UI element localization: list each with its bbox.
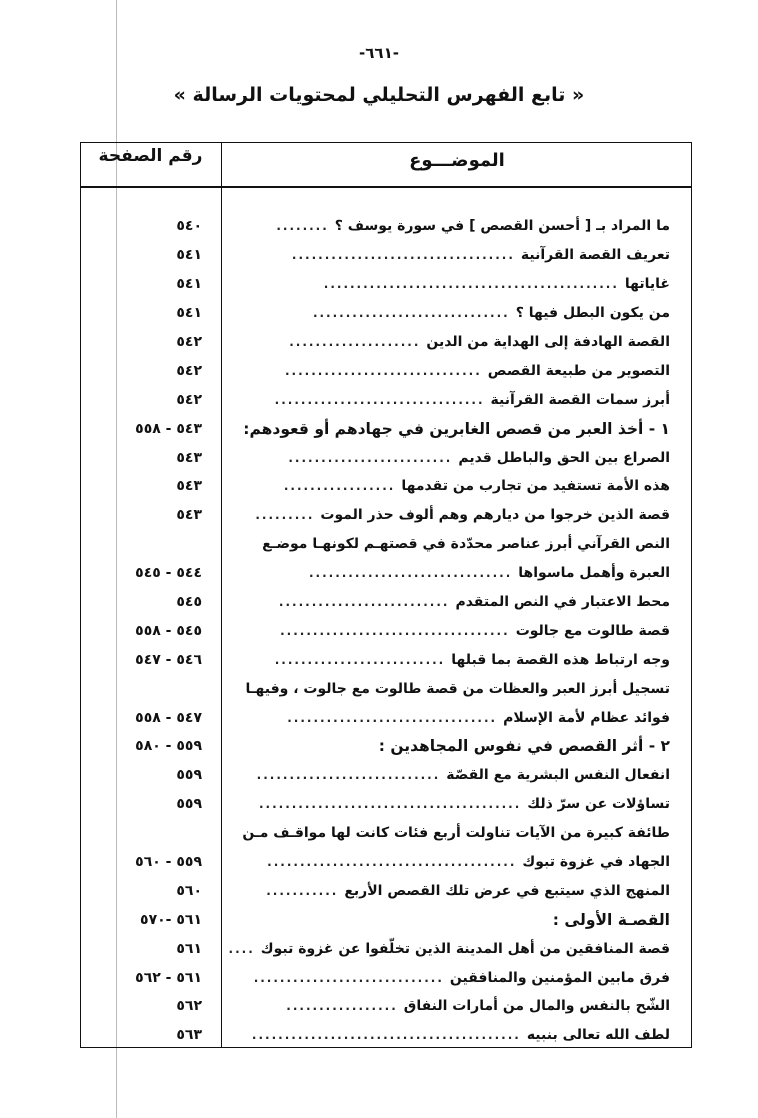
page-ref: ٥٦١ - ٥٦٢ (135, 969, 202, 986)
page-ref-cell (80, 328, 202, 357)
topic-text: الجهاد في غزوة تبوك (522, 854, 670, 871)
index-topic (233, 819, 670, 848)
index-topic (233, 905, 670, 934)
leader-dots: ........................................ (258, 797, 522, 812)
page-ref: ٥٤٣ (176, 449, 202, 466)
index-row (80, 992, 692, 1021)
index-topic (233, 328, 670, 357)
index-row (80, 703, 692, 732)
index-row (80, 385, 692, 414)
topic-text: النص القرآني أبرز عناصر محدّدة في قصتهـم لكونهـا موضـع (262, 536, 670, 553)
page-ref: ٥٥٩ - ٥٦٠ (135, 854, 202, 871)
topic-text: من يكون البطل فيها ؟ (515, 305, 670, 322)
leader-dots: ......... (255, 508, 315, 523)
page-ref-cell (80, 761, 202, 790)
page-ref-cell (80, 501, 202, 530)
index-topic (233, 963, 670, 992)
index-topic (233, 472, 670, 501)
index-row (80, 299, 692, 328)
column-header-page: رقم الصفحة (98, 146, 203, 166)
index-row (80, 645, 692, 674)
index-topic (233, 559, 670, 588)
leader-dots: ................................... (280, 623, 510, 638)
index-topic (233, 761, 670, 790)
topic-text: الشّح بالنفس والمال من أمارات النفاق (403, 998, 670, 1015)
page-ref-cell (80, 443, 202, 472)
page-ref-cell (80, 241, 202, 270)
column-header-topic: الموضـــوع (409, 150, 505, 171)
page-ref: ٥٤٢ (176, 391, 202, 408)
topic-text: ٢ - أثر القصص في نفوس المجاهدين : (378, 737, 670, 756)
page-ref-cell (80, 674, 202, 703)
topic-text: الصراع بين الحق والباطل قديم (458, 449, 670, 466)
page-ref-cell (80, 385, 202, 414)
leader-dots: ........... (266, 883, 339, 898)
leader-dots: ............................................. (323, 277, 619, 292)
index-row (80, 241, 692, 270)
index-topic (233, 501, 670, 530)
leader-dots: .................................. (291, 248, 515, 263)
index-row (80, 472, 692, 501)
index-rows (80, 212, 692, 1050)
leader-dots: ................. (283, 479, 396, 494)
topic-text: ما المراد بـ [ أحسن القصص ] في سورة يوسف ؟ (334, 218, 670, 235)
index-row (80, 819, 692, 848)
leader-dots: ......................................... (251, 1028, 521, 1043)
leader-dots: ......................... (288, 450, 453, 465)
page-ref: ٥٥٩ - ٥٨٠ (135, 738, 202, 755)
index-topic (233, 530, 670, 559)
leader-dots: ............................. (253, 970, 444, 985)
page-ref-cell (80, 645, 202, 674)
page-ref-cell (80, 732, 202, 761)
topic-text: محط الاعتبار في النص المتقدم (455, 594, 670, 611)
page-ref: ٥٤٤ - ٥٤٥ (135, 565, 202, 582)
page-ref-cell (80, 1021, 202, 1050)
index-topic (233, 1021, 670, 1050)
page-ref: ٥٦٠ (176, 882, 202, 899)
index-section-heading (80, 905, 692, 934)
page-ref: ٥٥٩ (176, 796, 202, 813)
page-ref-cell (80, 790, 202, 819)
index-topic (233, 616, 670, 645)
index-row (80, 530, 692, 559)
index-row (80, 588, 692, 617)
page-ref-cell (80, 270, 202, 299)
topic-text: قصة المنافقين من أهل المدينة الذين تخلّفوا عن غزوة تبوك (260, 940, 670, 957)
page-ref: ٥٦٣ (176, 1027, 202, 1044)
leader-dots: .... (228, 941, 255, 956)
leader-dots: .............................. (285, 363, 482, 378)
page-ref-cell (80, 588, 202, 617)
page-ref: ٥٤٥ (176, 594, 202, 611)
page-ref: ٥٤٠ (176, 218, 202, 235)
page-ref-cell (80, 356, 202, 385)
page-ref: ٥٦١ (176, 940, 202, 957)
index-topic (233, 674, 670, 703)
index-row (80, 501, 692, 530)
index-row (80, 356, 692, 385)
topic-text: قصة الذين خرجوا من ديارهم وهم ألوف حذر الموت (320, 507, 670, 524)
index-topic (233, 790, 670, 819)
index-topic (233, 414, 670, 443)
index-topic (233, 588, 670, 617)
topic-text: المنهج الذي سيتبع في عرض تلك القصص الأربع (344, 882, 670, 899)
topic-text: لطف الله تعالى بنبيه (526, 1027, 670, 1044)
index-topic (233, 732, 670, 761)
index-topic (233, 848, 670, 877)
index-topic (233, 241, 670, 270)
index-topic (233, 992, 670, 1021)
page-ref: ٥٤٧ - ٥٥٨ (135, 709, 202, 726)
index-topic (233, 876, 670, 905)
index-row (80, 790, 692, 819)
page-ref-cell (80, 299, 202, 328)
page-ref: ٥٥٩ (176, 767, 202, 784)
leader-dots: ................. (286, 999, 398, 1014)
topic-text: انفعال النفس البشرية مع القصّة (446, 767, 670, 784)
index-topic (233, 212, 670, 241)
page-ref-cell (80, 934, 202, 963)
index-row (80, 559, 692, 588)
index-row (80, 212, 692, 241)
index-row (80, 328, 692, 357)
page-title: « تابع الفهرس التحليلي لمحتويات الرسالة » (173, 84, 585, 106)
topic-text: طائفة كبيرة من الآيات تناولت أربع فئات كانت لها مواقـف مـن (242, 825, 670, 842)
leader-dots: .................... (289, 335, 421, 349)
leader-dots: .......................... (278, 595, 450, 610)
page-ref-cell (80, 992, 202, 1021)
topic-text: تساؤلات عن سرّ ذلك (527, 796, 670, 813)
index-topic (233, 385, 670, 414)
index-row (80, 443, 692, 472)
header-divider (80, 186, 692, 188)
page-ref: ٥٤٣ (176, 507, 202, 524)
index-topic (233, 356, 670, 385)
topic-text: ١ - أخذ العبر من قصص الغابرين في جهادهم أو قعودهم: (243, 419, 670, 438)
leader-dots: .............................. (312, 306, 510, 321)
index-row (80, 616, 692, 645)
index-row (80, 963, 692, 992)
index-section-heading (80, 732, 692, 761)
topic-text: القصـة الأولى : (552, 910, 670, 929)
leader-dots: ............................... (308, 566, 513, 581)
index-row (80, 1021, 692, 1050)
page-ref: ٥٤١ (176, 305, 202, 322)
topic-text: قصة طالوت مع جالوت (515, 622, 670, 639)
page-ref-cell (80, 616, 202, 645)
index-section-heading (80, 414, 692, 443)
page-ref: ٥٦٢ (176, 998, 202, 1015)
page-ref-cell (80, 703, 202, 732)
page-ref: ٥٦١ -٥٧٠ (140, 911, 202, 928)
page-ref-cell (80, 559, 202, 588)
page-ref: ٥٤١ (176, 247, 202, 264)
leader-dots: .......................... (274, 652, 446, 667)
page-ref: ٥٤٥ - ٥٥٨ (135, 622, 202, 639)
topic-text: أبرز سمات القصة القرآنية (490, 391, 670, 408)
page-ref: ٥٤١ (176, 276, 202, 293)
index-row (80, 761, 692, 790)
page-number: -٦٦١- (359, 44, 399, 62)
topic-text: وجه ارتباط هذه القصة بما قبلها (451, 651, 670, 668)
topic-text: التصوير من طبيعة القصص (487, 362, 670, 379)
page-ref: ٥٤٣ - ٥٥٨ (135, 420, 202, 437)
page-ref-cell (80, 963, 202, 992)
topic-text: تعريف القصة القرآنية (520, 247, 670, 264)
index-topic (233, 645, 670, 674)
page-ref-cell (80, 905, 202, 934)
page-ref-cell (80, 530, 202, 559)
index-row (80, 934, 692, 963)
index-row (80, 876, 692, 905)
topic-text: غاياتها (624, 276, 670, 293)
index-row (80, 674, 692, 703)
leader-dots: ............................ (256, 768, 441, 783)
page-ref: ٥٤٢ (176, 362, 202, 379)
index-topic (233, 443, 670, 472)
leader-dots: ................................ (287, 710, 498, 725)
index-topic (233, 299, 670, 328)
index-row (80, 270, 692, 299)
leader-dots: ........ (276, 219, 329, 234)
leader-dots: ................................ (274, 392, 485, 407)
topic-text: العبرة وأهمل ماسواها (518, 565, 670, 582)
topic-text: هذه الأمة تستفيد من تجارب من تقدمها (401, 478, 670, 495)
topic-text: فوائد عظام لأمة الإسلام (503, 709, 670, 726)
topic-text: القصة الهادفة إلى الهداية من الدين (426, 334, 670, 350)
page-ref-cell (80, 819, 202, 848)
page-ref: ٥٤٦ - ٥٤٧ (135, 651, 202, 668)
topic-text: تسجيل أبرز العبر والعظات من قصة طالوت مع جالوت ، وفيهـا (245, 680, 670, 697)
page-ref-cell (80, 848, 202, 877)
leader-dots: ...................................... (267, 855, 517, 870)
page-ref: ٥٤٣ (176, 478, 202, 495)
page-ref: ٥٤٢ (176, 334, 202, 350)
page-ref-cell (80, 414, 202, 443)
page-ref-cell (80, 472, 202, 501)
page-ref-cell (80, 876, 202, 905)
index-row (80, 848, 692, 877)
topic-text: فرق مابين المؤمنين والمنافقين (449, 969, 670, 986)
index-topic (233, 703, 670, 732)
index-topic (228, 934, 670, 963)
index-topic (233, 270, 670, 299)
page-ref-cell (80, 212, 202, 241)
